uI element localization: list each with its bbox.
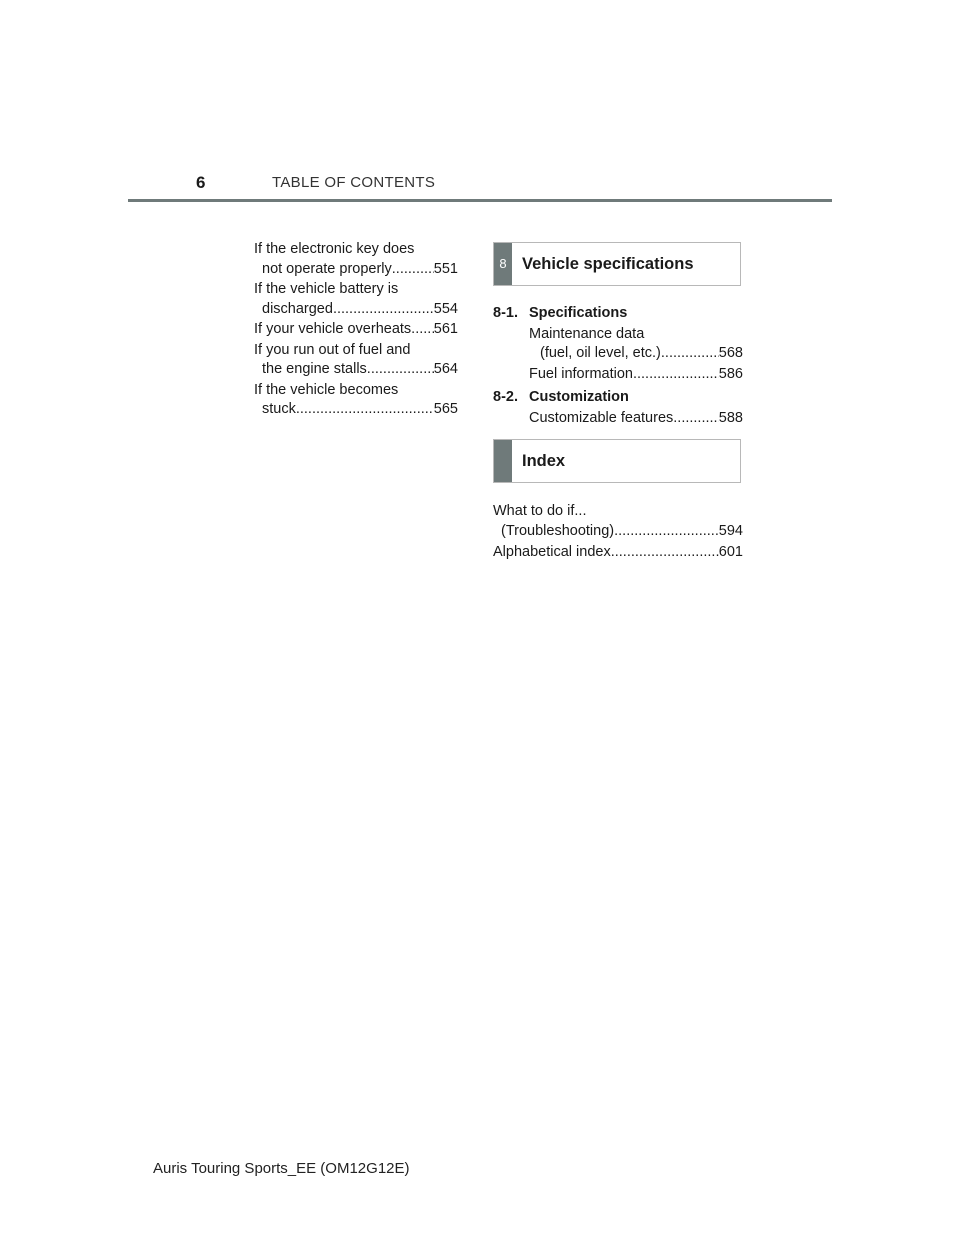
section-title: Vehicle specifications <box>522 255 694 273</box>
subsection-heading[interactable] <box>493 388 743 408</box>
subsection-heading[interactable] <box>493 304 743 324</box>
toc-page-number: 568 <box>718 345 743 361</box>
toc-entry-title: If the vehicle becomes <box>254 381 399 398</box>
toc-page-number: 594 <box>718 522 743 539</box>
toc-entry[interactable] <box>254 320 458 340</box>
toc-page-number: 551 <box>433 260 458 277</box>
toc-entry-title: If the vehicle battery is <box>254 281 399 297</box>
toc-entry[interactable] <box>529 325 743 364</box>
toc-entry[interactable] <box>529 409 743 429</box>
section-header-index[interactable] <box>493 439 741 483</box>
toc-entry-title: If the electronic key does <box>254 241 415 257</box>
toc-entry-title-cont: (fuel, oil level, etc.) <box>540 345 661 361</box>
section-tab: 8 <box>494 243 512 285</box>
toc-entry-title: If your vehicle overheats <box>254 321 412 337</box>
toc-page-number: 588 <box>718 409 743 426</box>
toc-page-number: 601 <box>718 544 743 560</box>
toc-page-number: 586 <box>718 365 743 382</box>
toc-entry[interactable] <box>529 365 743 385</box>
toc-entry-title-cont: (Troubleshooting) <box>501 522 615 539</box>
toc-entry[interactable] <box>254 240 458 279</box>
toc-entry-title: Fuel information <box>529 365 633 382</box>
toc-entry-title: Maintenance data <box>529 325 645 342</box>
section-header-vehicle-specifications[interactable] <box>493 242 741 286</box>
toc-entry-title: Customizable features <box>529 409 674 426</box>
toc-entry-title-cont: discharged <box>262 300 333 317</box>
header-title: TABLE OF CONTENTS <box>272 174 436 191</box>
header-rule <box>128 199 832 202</box>
toc-entry[interactable] <box>493 502 743 541</box>
toc-page-number: 565 <box>433 401 458 417</box>
toc-entry-title-cont: not operate properly <box>262 260 392 277</box>
toc-entry[interactable] <box>254 341 458 380</box>
toc-entry-title-cont: the engine stalls <box>262 361 367 377</box>
toc-page-number: 561 <box>433 321 458 337</box>
section-title: Index <box>522 452 566 470</box>
toc-entry[interactable] <box>254 381 458 420</box>
toc-left-column <box>254 240 458 420</box>
section-tab <box>494 440 512 482</box>
subsection-number: 8-1. <box>493 305 518 321</box>
page-footer: Auris Touring Sports_EE (OM12G12E) <box>153 1160 410 1177</box>
toc-page-number: 554 <box>433 300 458 317</box>
toc-entry-title-cont: stuck <box>262 401 296 417</box>
toc-entry-title: What to do if... <box>493 503 587 519</box>
toc-entry[interactable] <box>254 280 458 319</box>
toc-entry[interactable] <box>493 543 743 563</box>
subsection-number: 8-2. <box>493 389 518 405</box>
subsection-title: Specifications <box>529 305 628 321</box>
toc-page-number: 564 <box>433 361 458 377</box>
subsection-title: Customization <box>529 389 629 405</box>
toc-entry-title: Alphabetical index <box>493 544 611 560</box>
page-header <box>128 170 832 202</box>
toc-right-column <box>493 242 743 563</box>
page-number: 6 <box>196 173 206 192</box>
toc-entry-title: If you run out of fuel and <box>254 341 411 358</box>
